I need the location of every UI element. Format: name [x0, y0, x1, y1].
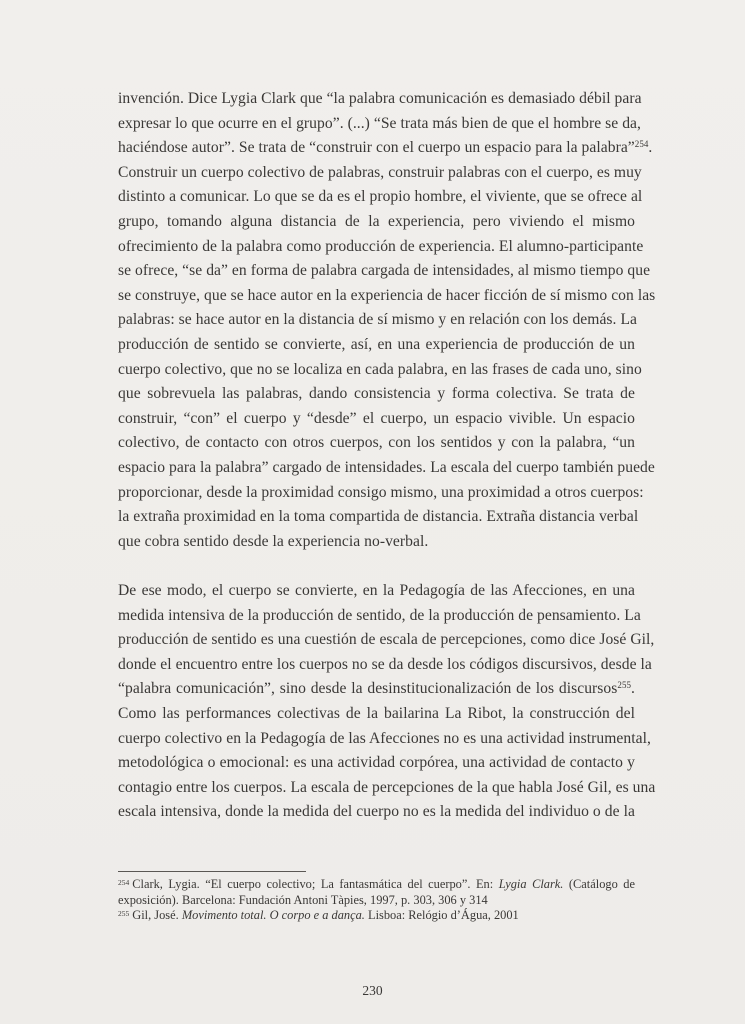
- text-line: invención. Dice Lygia Clark que “la palabra comunicación es demasiado débil para: [118, 90, 642, 107]
- footnote-italic-title: Movimento total. O corpo e a dança.: [181, 908, 365, 923]
- footnote-text: Lisboa: Relógio d’Água, 2001: [364, 908, 519, 923]
- text-line: la extraña proximidad en la toma compartida de distancia. Extraña distancia verbal: [118, 508, 639, 526]
- text-line: De ese modo, el cuerpo se convierte, en la Pedagogía de las Afecciones, en una: [118, 581, 635, 599]
- text-line-tail: .: [648, 139, 653, 157]
- footnote-italic-title: Lygia Clark.: [498, 877, 564, 891]
- text-line: producción de sentido se convierte, así, en una experiencia de producción de un: [118, 335, 635, 353]
- text-line: Como las performances colectivas de la bailarina La Ribot, la construcción del: [118, 704, 635, 722]
- text-line: [118, 677, 635, 702]
- text-line-content: haciéndose autor”. Se trata de “construir con el cuerpo un espacio para la palabra”: [118, 139, 635, 157]
- text-line: que cobra sentido desde la experiencia no-verbal.: [118, 532, 429, 550]
- footnote-separator: [118, 871, 306, 872]
- text-line: colectivo, de contacto con otros cuerpos, con los sentidos y con la palabra, “un: [118, 434, 635, 452]
- footnote-number: 254: [118, 878, 130, 887]
- text-line: escala intensiva, donde la medida del cuerpo no es la medida del individuo o de la: [118, 803, 635, 821]
- footnote-ref-254[interactable]: 254: [634, 139, 649, 150]
- text-line: medida intensiva de la producción de sentido, de la producción de pensamiento. La: [118, 606, 641, 624]
- footnote-255: [118, 908, 635, 924]
- paragraph-2: [118, 579, 656, 825]
- text-line: espacio para la palabra” cargado de intensidades. La escala del cuerpo también puede: [118, 458, 655, 476]
- text-line: ofrecimiento de la palabra como producción de experiencia. El alumno-participante: [118, 237, 644, 255]
- footnote-254: [118, 877, 635, 893]
- footnote-254-continued: exposición). Barcelona: Fundación Antoni Tàpies, 1997, p. 303, 306 y 314: [118, 892, 488, 907]
- text-line: cuerpo colectivo, que no se localiza en cada palabra, en las frases de cada uno, sino: [118, 360, 642, 378]
- footnotes: [118, 877, 635, 924]
- text-line: que sobrevuela las palabras, dando consistencia y forma colectiva. Se trata de: [118, 385, 635, 403]
- text-line: proporcionar, desde la proximidad consigo mismo, una proximidad a otros cuerpos:: [118, 483, 644, 501]
- body-text: [118, 87, 656, 825]
- paragraph-1: [118, 87, 656, 554]
- text-line: palabras: se hace autor en la distancia de sí mismo y en relación con los demás. La: [118, 311, 637, 329]
- text-line: [118, 136, 653, 161]
- footnote-ref-255[interactable]: 255: [617, 680, 632, 691]
- page-number: 230: [362, 983, 383, 998]
- text-line: contagio entre los cuerpos. La escala de percepciones de la que habla José Gil, es una: [118, 778, 656, 796]
- footnote-text: Clark, Lygia. “El cuerpo colectivo; La fantasmática del cuerpo”. En:: [132, 877, 499, 891]
- text-line: cuerpo colectivo en la Pedagogía de las Afecciones no es una actividad instrumental,: [118, 729, 651, 747]
- text-line: se construye, que se hace autor en la experiencia de hacer ficción de sí mismo con las: [118, 286, 656, 304]
- text-line: Construir un cuerpo colectivo de palabras, construir palabras con el cuerpo, es muy: [118, 163, 642, 181]
- footnote-number: 255: [118, 909, 130, 919]
- text-line-tail: .: [631, 680, 635, 698]
- text-line: donde el encuentro entre los cuerpos no se da desde los códigos discursivos, desde la: [118, 655, 652, 673]
- text-line: construir, “con” el cuerpo y “desde” el cuerpo, un espacio vivible. Un espacio: [118, 409, 635, 427]
- text-line: metodológica o emocional: es una actividad corpórea, una actividad de contacto y: [118, 754, 635, 772]
- text-line: producción de sentido es una cuestión de escala de percepciones, como dice José Gil,: [118, 631, 655, 649]
- text-line: expresar lo que ocurre en el grupo”. (...) “Se trata más bien de que el hombre se da,: [118, 114, 641, 132]
- text-line: distinto a comunicar. Lo que se da es el propio hombre, el viviente, que se ofrece al: [118, 188, 643, 206]
- footnote-text: Gil, José.: [132, 908, 182, 923]
- text-line: grupo, tomando alguna distancia de la experiencia, pero viviendo el mismo: [118, 212, 635, 230]
- text-line-content: “palabra comunicación”, sino desde la desinstitucionalización de los discursos: [118, 680, 618, 698]
- text-line: se ofrece, “se da” en forma de palabra cargada de intensidades, al mismo tiempo que: [118, 262, 651, 280]
- footnote-text: (Catálogo de: [563, 877, 635, 891]
